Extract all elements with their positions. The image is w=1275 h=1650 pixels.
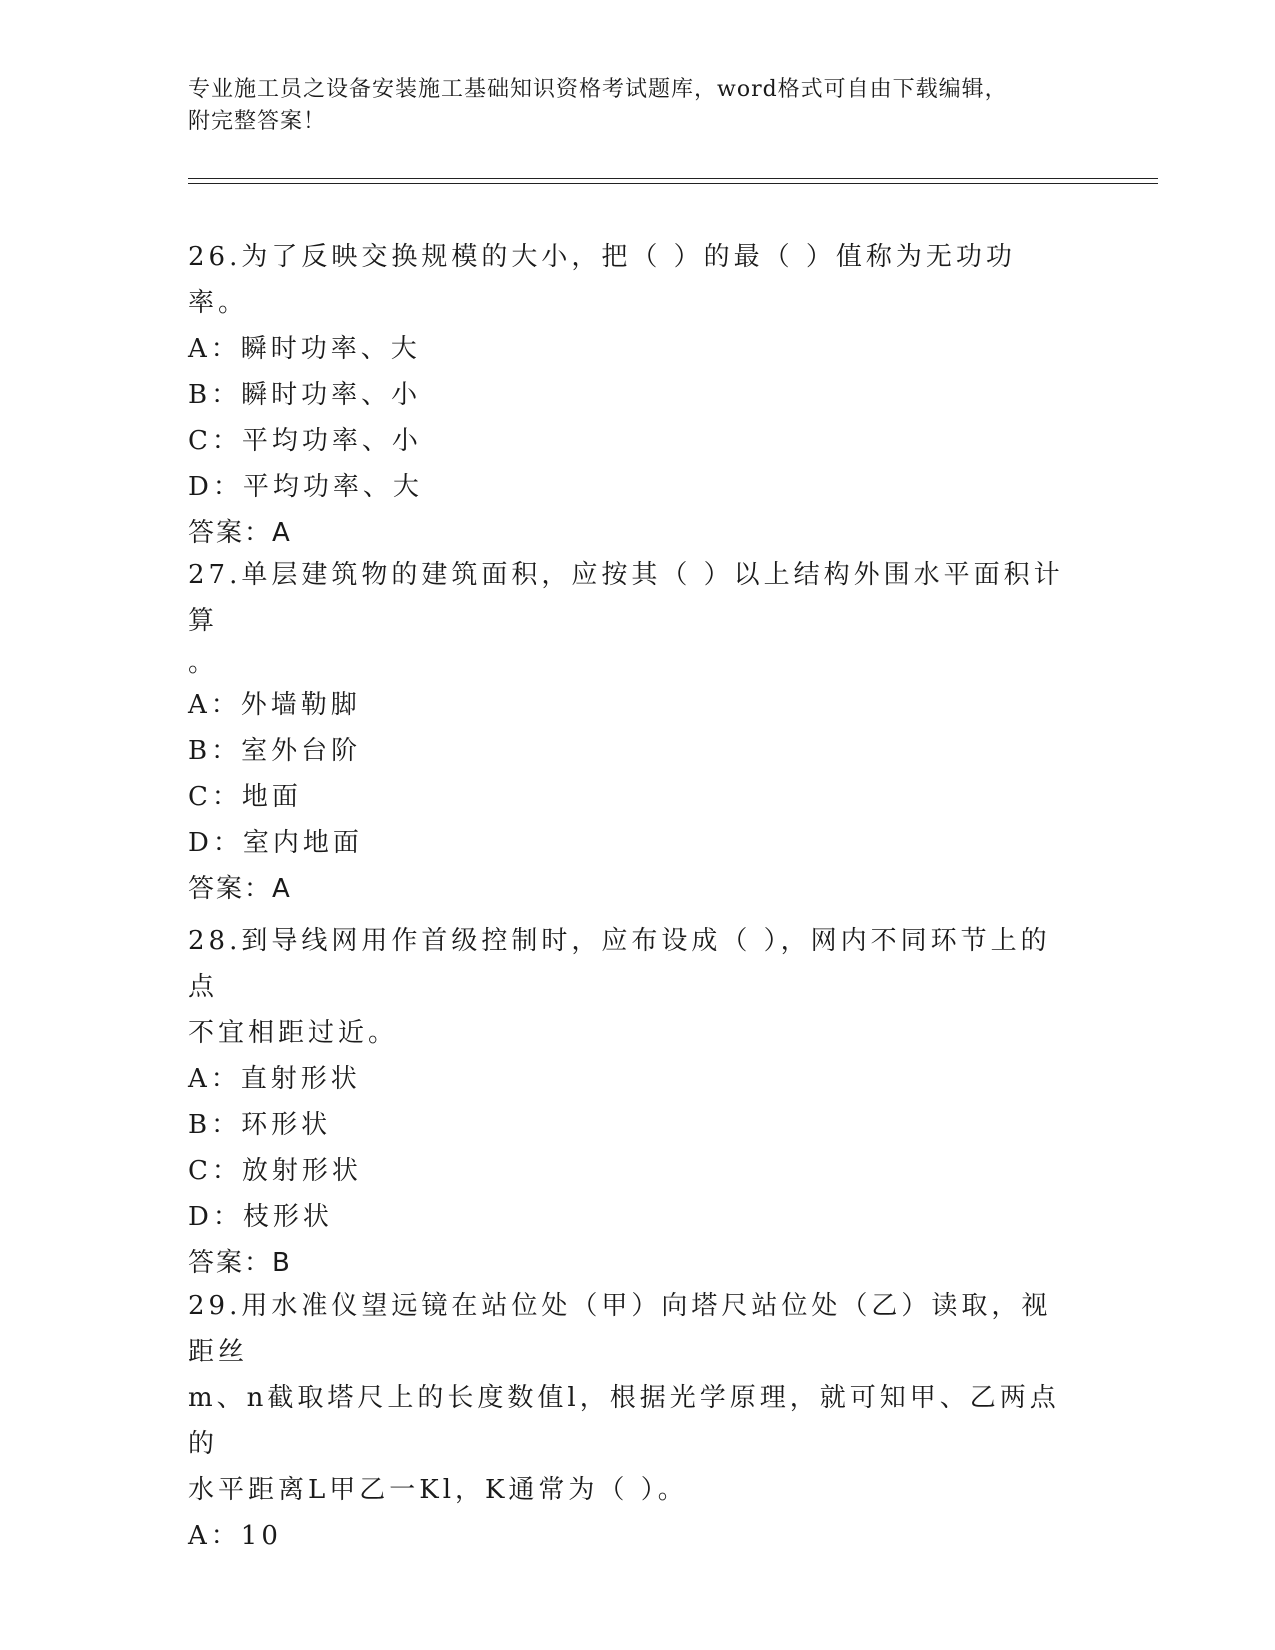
- option-a: A：外墙勒脚: [188, 690, 361, 720]
- header-line-1: 专业施工员之设备安装施工基础知识资格考试题库，word格式可自由下载编辑，: [188, 77, 1008, 102]
- header-divider-top: [188, 178, 1158, 179]
- question-26: [188, 234, 1068, 556]
- option-a: A：10: [188, 1521, 282, 1551]
- document-header: [188, 74, 1088, 138]
- question-27: [188, 552, 1068, 912]
- option-d: D：平均功率、大: [188, 472, 423, 502]
- header-divider-bottom: [188, 183, 1158, 184]
- question-stem: 26.为了反映交换规模的大小，把（ ）的最（ ）值称为无功功率。: [188, 242, 1016, 318]
- question-28: [188, 918, 1068, 1286]
- option-b: B：室外台阶: [188, 736, 362, 766]
- question-stem-continued-2: 水平距离L甲乙一Kl，K通常为（ ）。: [188, 1475, 688, 1505]
- question-stem-continued: m、n截取塔尺上的长度数值l，根据光学原理，就可知甲、乙两点的: [188, 1383, 1060, 1459]
- header-line-2: 附完整答案！: [188, 109, 327, 134]
- option-d: D：枝形状: [188, 1202, 333, 1232]
- option-c: C：平均功率、小: [188, 426, 422, 456]
- question-stem-continued: 不宜相距过近。: [188, 1018, 399, 1048]
- option-b: B：环形状: [188, 1110, 332, 1140]
- question-29: [188, 1283, 1068, 1559]
- option-a: A：瞬时功率、大: [188, 334, 421, 364]
- question-stem: 28.到导线网用作首级控制时，应布设成（ ），网内不同环节上的点: [188, 926, 1051, 1002]
- question-stem: 29.用水准仪望远镜在站位处（甲）向塔尺站位处（乙）读取，视距丝: [188, 1291, 1052, 1367]
- question-stem-continued: 。: [188, 648, 219, 678]
- question-stem: 27.单层建筑物的建筑面积，应按其（ ）以上结构外围水平面积计算: [188, 560, 1064, 636]
- option-a: A：直射形状: [188, 1064, 361, 1094]
- answer: 答案：A: [188, 874, 292, 904]
- answer: 答案：B: [188, 1248, 292, 1278]
- option-d: D：室内地面: [188, 828, 363, 858]
- answer: 答案：A: [188, 518, 292, 548]
- option-b: B：瞬时功率、小: [188, 380, 422, 410]
- option-c: C：放射形状: [188, 1156, 362, 1186]
- option-c: C：地面: [188, 782, 302, 812]
